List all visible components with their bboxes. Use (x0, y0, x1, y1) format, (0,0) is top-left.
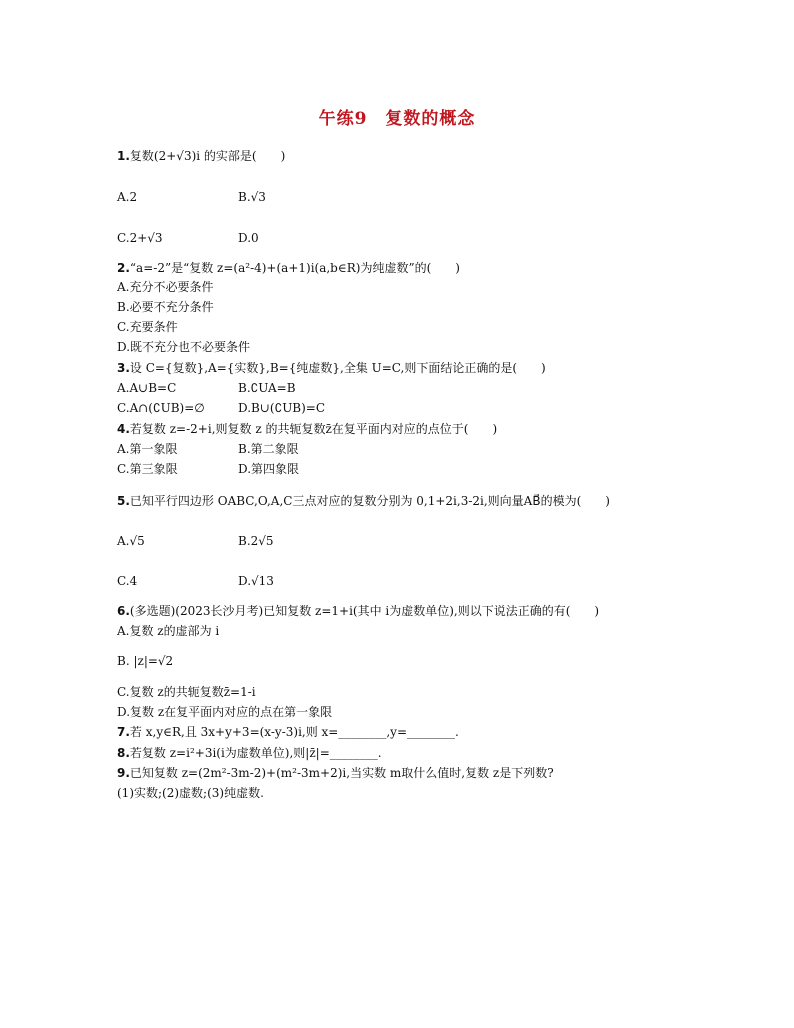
option-c: C.2+√3 (117, 231, 163, 245)
question-stem: 若复数 z=i²+3i(i为虚数单位),则|z̄|=________. (129, 746, 382, 760)
question-4 (117, 421, 497, 437)
option-b: B.第二象限 (238, 442, 299, 456)
option-a: A.2 (117, 190, 138, 204)
question-7 (117, 724, 459, 740)
question-number: 5. (117, 494, 130, 508)
question-number: 9. (117, 766, 130, 780)
question-number: 4. (117, 422, 130, 436)
option-d: D.√13 (238, 574, 274, 588)
question-number: 1. (117, 149, 130, 163)
question-stem: 已知平行四边形 OABC,O,A,C三点对应的复数分别为 0,1+2i,3-2i,则向量AB⃗的模为( ) (129, 494, 610, 508)
question-stem: “a=-2”是“复数 z=(a²-4)+(a+1)i(a,b∈R)为纯虚数”的( ) (129, 261, 460, 275)
question-stem: 复数(2+√3)i 的实部是( ) (129, 149, 286, 163)
question-stem: 若 x,y∈R,且 3x+y+3=(x-y-3)i,则 x=________,y=________. (129, 725, 459, 739)
page-title: 午练9 复数的概念 (318, 109, 476, 129)
option-d: D.复数 z在复平面内对应的点在第一象限 (117, 705, 333, 719)
question-number: 2. (117, 261, 130, 275)
question-number: 7. (117, 725, 130, 739)
question-2 (117, 260, 460, 276)
sub-questions: (1)实数;(2)虚数;(3)纯虚数. (117, 786, 264, 800)
option-b: B.∁UA=B (238, 381, 296, 395)
question-number: 3. (117, 361, 130, 375)
question-number: 8. (117, 746, 130, 760)
option-b: B.√3 (238, 190, 266, 204)
question-5 (117, 493, 610, 509)
option-d: D.既不充分也不必要条件 (117, 340, 251, 354)
option-b: B.必要不充分条件 (117, 300, 214, 314)
option-d: D.B∪(∁UB)=C (238, 401, 326, 415)
question-number: 6. (117, 604, 130, 618)
option-b: B.2√5 (238, 534, 274, 548)
option-d: D.第四象限 (238, 462, 300, 476)
option-c: C.复数 z的共轭复数z̄=1-i (117, 685, 256, 699)
question-3 (117, 360, 546, 376)
option-c: C.充要条件 (117, 320, 178, 334)
question-9 (117, 765, 554, 781)
option-c: C.4 (117, 574, 138, 588)
option-c: C.A∩(∁UB)=∅ (117, 401, 205, 415)
option-d: D.0 (238, 231, 259, 245)
option-a: A.第一象限 (117, 442, 178, 456)
question-stem: 设 C={复数},A={实数},B={纯虚数},全集 U=C,则下面结论正确的是( ) (129, 361, 546, 375)
question-stem: 若复数 z=-2+i,则复数 z 的共轭复数z̄在复平面内对应的点位于( ) (129, 422, 498, 436)
option-b: B. |z|=√2 (117, 654, 174, 668)
question-stem: (多选题)(2023长沙月考)已知复数 z=1+i(其中 i为虚数单位),则以下说法正确的有( ) (129, 604, 600, 618)
question-stem: 已知复数 z=(2m²-3m-2)+(m²-3m+2)i,当实数 m取什么值时,复数 z是下列数? (129, 766, 554, 780)
option-c: C.第三象限 (117, 462, 178, 476)
question-8 (117, 745, 382, 761)
option-a: A.A∪B=C (117, 381, 177, 395)
option-a: A.充分不必要条件 (117, 280, 214, 294)
question-1 (117, 148, 285, 164)
option-a: A.复数 z的虚部为 i (117, 624, 220, 638)
option-a: A.√5 (117, 534, 145, 548)
question-6 (117, 603, 599, 619)
